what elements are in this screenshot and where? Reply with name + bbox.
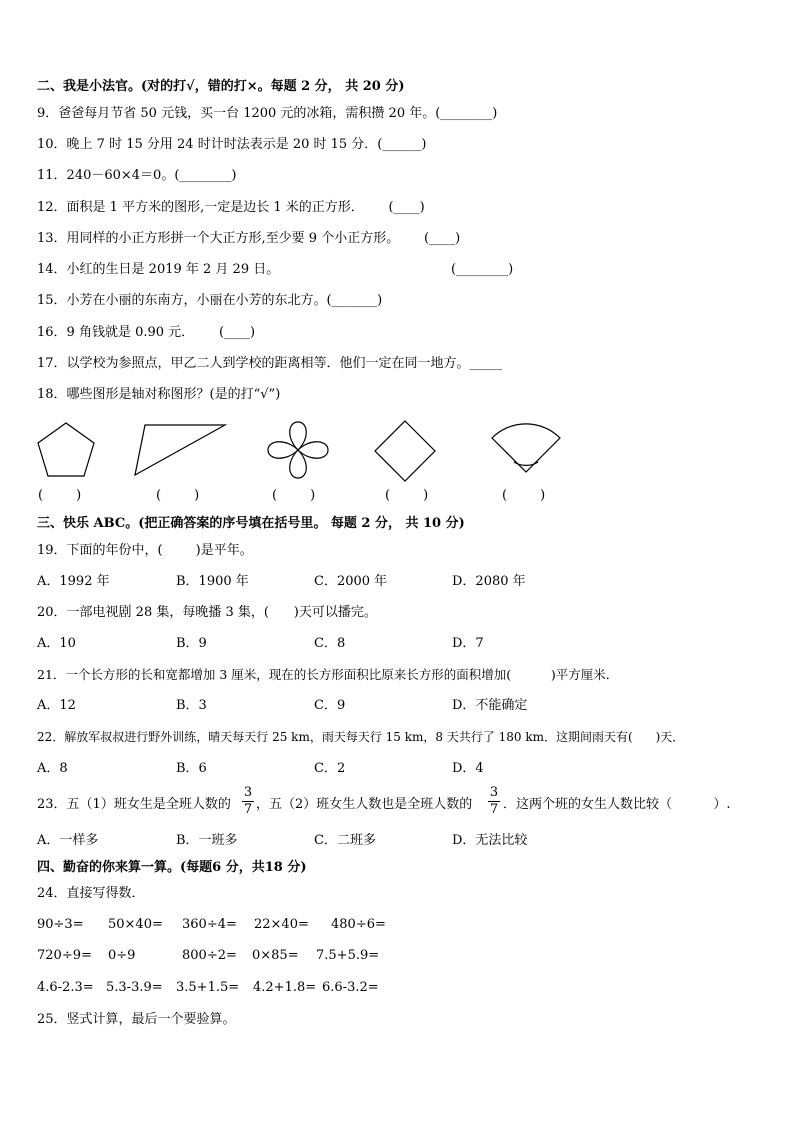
calc-item: 0×85= [252,948,299,963]
question-12: 12．面积是 1 平方米的图形,一定是边长 1 米的正方形． (____) [37,200,425,215]
q20-option-a: A．10 [37,636,76,651]
q20-option-b: B．9 [176,636,207,651]
question-22: 22．解放军叔叔进行野外训练，晴天每天行 25 km，雨天每天行 15 km，8 天共行了 180 km．这期间雨天有( )天． [37,730,685,744]
question-11: 11．240－60×4＝0。(________) [37,168,237,183]
q21-option-d: D．不能确定 [452,698,528,713]
fraction-numerator: 3 [489,785,499,800]
calc-item: 5.3-3.9= [106,980,163,995]
diamond-figure [372,418,438,484]
question-25: 25．竖式计算，最后一个要验算。 [37,1012,236,1027]
question-9: 9．爸爸每月节省 50 元钱，买一台 1200 元的冰箱，需积攒 20 年。(________) [37,106,498,121]
calc-item: 6.6-3.2= [322,980,379,995]
question-21: 21．一个长方形的长和宽都增加 3 厘米，现在的长方形面积比原来长方形的面积增加( )平方厘米． [37,667,619,682]
q22-option-d: D．4 [452,761,484,776]
q22-option-a: A．8 [37,761,68,776]
question-18: 18．哪些图形是轴对称图形？(是的打“√”) [37,387,281,402]
section-4-title: 四、勤奋的你来算一算。(每题6 分，共18 分) [37,860,307,875]
q20-option-c: C．8 [314,636,346,651]
calc-item: 720÷9= [37,948,92,963]
q21-option-a: A．12 [37,698,76,713]
answer-paren-5[interactable]: ( ) [502,488,546,503]
calc-item: 7.5+5.9= [316,948,380,963]
question-16: 16．9 角钱就是 0.90 元． (____) [37,325,256,340]
fan-figure [488,416,564,478]
q22-option-c: C．2 [314,761,346,776]
question-14: 14．小红的生日是 2019 年 2 月 29 日。 [37,262,280,277]
section-3-title: 三、快乐 ABC。(把正确答案的序号填在括号里。 每题 2 分， 共 10 分) [37,516,465,531]
question-15: 15．小芳在小丽的东南方，小丽在小芳的东北方。(_______) [37,293,383,308]
section-2-title: 二、我是小法官。(对的打√，错的打×。每题 2 分， 共 20 分) [37,79,405,94]
question-20: 20．一部电视剧 28 集，每晚播 3 集，( )天可以播完。 [37,605,377,620]
answer-paren-3[interactable]: ( ) [272,488,316,503]
q19-option-c: C．2000 年 [314,574,388,589]
question-23-part-3: ．这两个班的女生人数比较（ ）. [503,797,731,812]
answer-paren-4[interactable]: ( ) [385,488,429,503]
q19-option-d: D．2080 年 [452,574,526,589]
q23-option-d: D．无法比较 [452,833,528,848]
calc-item: 800÷2= [182,948,237,963]
calc-item: 3.5+1.5= [176,980,240,995]
calc-item: 50×40= [108,917,163,932]
fraction-denominator: 7 [243,802,253,817]
question-23-part-2: ，五（2）班女生人数也是全班人数的 [256,797,473,812]
question-14-blank: (________) [451,262,514,277]
question-13: 13．用同样的小正方形拼一个大正方形,至少要 9 个小正方形。 (____) [37,231,461,246]
calc-item: 22×40= [254,917,309,932]
q23-option-c: C．二班多 [314,833,376,848]
answer-paren-2[interactable]: ( ) [156,488,200,503]
q19-option-b: B．1900 年 [176,574,249,589]
calc-item: 0÷9 [108,948,136,963]
calc-item: 360÷4= [182,917,237,932]
fraction-denominator: 7 [489,802,499,817]
calc-item: 90÷3= [37,917,84,932]
q21-option-c: C．9 [314,698,346,713]
q21-option-b: B．3 [176,698,207,713]
q22-option-b: B．6 [176,761,207,776]
fraction-3-7-second [488,786,500,817]
question-17: 17．以学校为参照点，甲乙二人到学校的距离相等．他们一定在同一地方。_____ [37,356,503,371]
triangle-figure [130,422,230,480]
answer-paren-1[interactable]: ( ) [38,488,82,503]
question-19: 19．下面的年份中，( )是平年。 [37,543,253,558]
q20-option-d: D．7 [452,636,484,651]
question-10: 10．晚上 7 时 15 分用 24 时计时法表示是 20 时 15 分．(______) [37,137,427,152]
q23-option-b: B．一班多 [176,833,238,848]
question-24: 24．直接写得数． [37,886,145,901]
fraction-numerator: 3 [243,785,253,800]
question-23-part-1: 23．五（1）班女生是全班人数的 [37,797,231,812]
calc-item: 4.6-2.3= [37,980,94,995]
calc-item: 480÷6= [331,917,386,932]
calc-item: 4.2+1.8= [253,980,317,995]
q23-option-a: A．一样多 [37,833,99,848]
fraction-3-7-first [242,786,254,817]
q19-option-a: A．1992 年 [37,574,110,589]
four-leaf-figure [264,418,332,482]
pentagon-figure [34,420,98,480]
